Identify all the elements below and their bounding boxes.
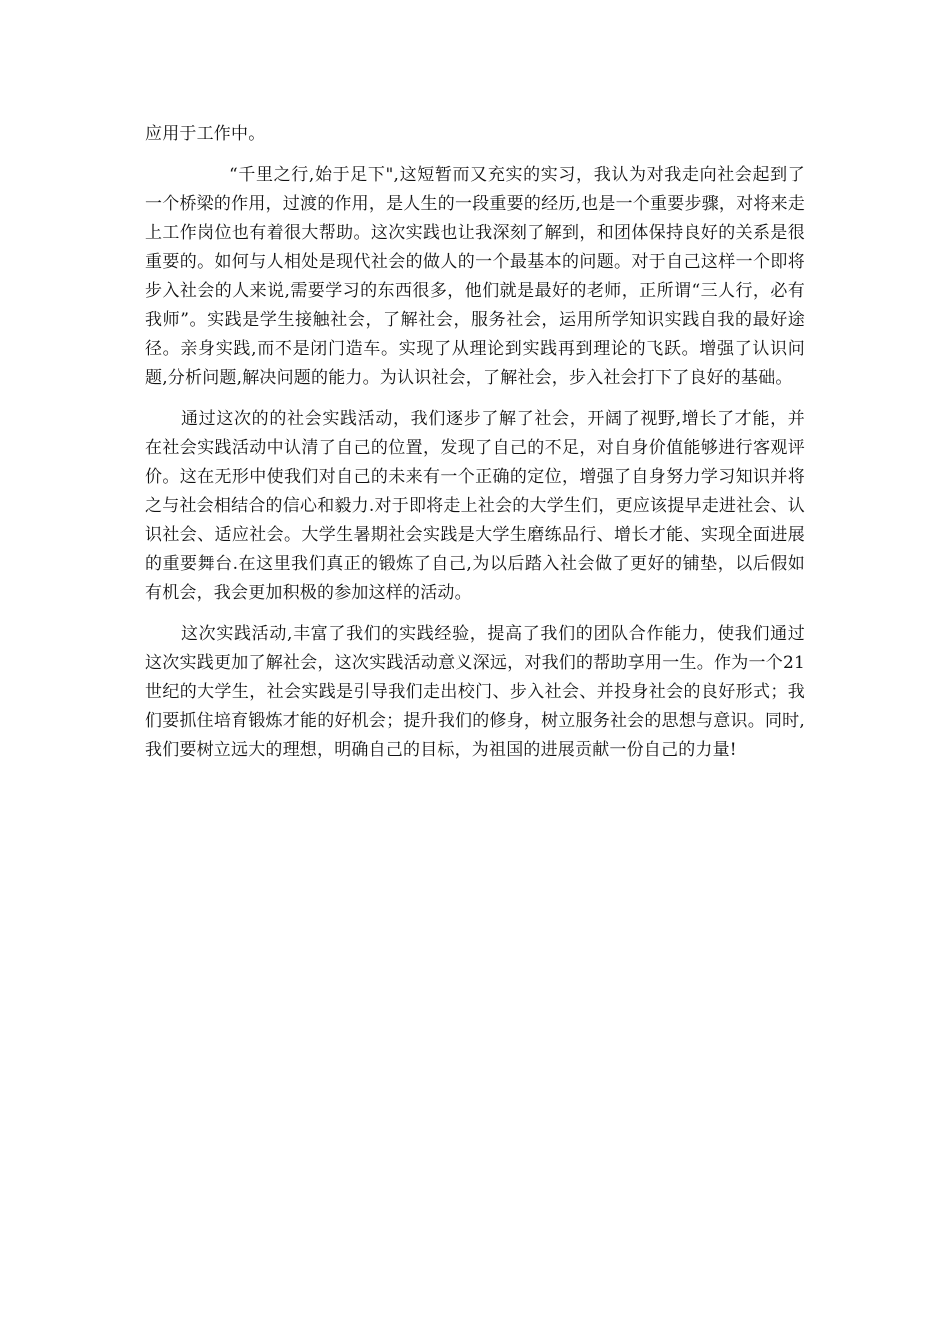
paragraph-3: 通过这次的的社会实践活动，我们逐步了解了社会，开阔了视野,增长了才能，并在社会实践活动中认清了自己的位置，发现了自己的不足，对自身价值能够进行客观评价。这在无形中使我们对自己的未来有一个正确的定位，增强了自身努力学习知识并将之与社会相结合的信心和毅力.对于即将走上社会的大学生们，更应该提早走进社会、认识社会、适应社会。大学生暑期社会实践是大学生磨练品行、增长才能、实现全面进展的重要舞台.在这里我们真正的锻炼了自己,为以后踏入社会做了更好的铺垫，以后假如有机会，我会更加积极的参加这样的活动。 bbox=[145, 409, 805, 603]
paragraph-1: 应用于工作中。 bbox=[145, 124, 266, 144]
paragraph-2: “千里之行,始于足下",这短暂而又充实的实习，我认为对我走向社会起到了一个桥梁的作用，过渡的作用，是人生的一段重要的经历,也是一个重要步骤，对将来走上工作岗位也有着很大帮助。这次实践也让我深刻了解到，和团体保持良好的关系是很重要的。如何与人相处是现代社会的做人的一个最基本的问题。对于自己这样一个即将步入社会的人来说,需要学习的东西很多，他们就是最好的老师，正所谓“三人行，必有我师”。实践是学生接触社会，了解社会，服务社会，运用所学知识实践自我的最好途径。亲身实践,而不是闭门造车。实现了从理论到实践再到理论的飞跃。增强了认识问题,分析问题,解决问题的能力。为认识社会，了解社会，步入社会打下了良好的基础。 bbox=[145, 165, 805, 388]
paragraph-4: 这次实践活动,丰富了我们的实践经验，提高了我们的团队合作能力，使我们通过这次实践更加了解社会，这次实践活动意义深远，对我们的帮助享用一生。作为一个21世纪的大学生，社会实践是引导我们走出校门、步入社会、并投身社会的良好形式；我们要抓住培育锻炼才能的好机会；提升我们的修身，树立服务社会的思想与意识。同时,我们要树立远大的理想，明确自己的目标，为祖国的进展贡献一份自己的力量! bbox=[145, 624, 805, 760]
